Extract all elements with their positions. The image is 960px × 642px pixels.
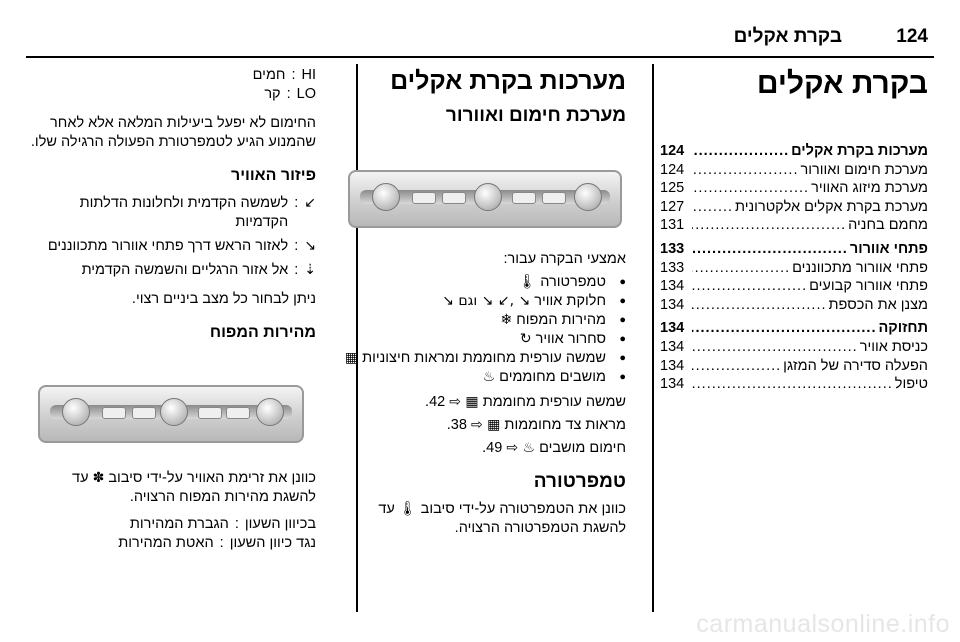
air-distribution-icon: ↘ [304,238,316,254]
air-distribution-row [26,237,316,256]
air-distribution-row-colon: : [294,238,299,254]
toc-entry-page: 131 [660,217,685,234]
hi-lo-row-value: קר [264,86,281,102]
heat-note: החימום לא יפעל ביעילות המלאה אלא לאחר שהמנוע הגיע לטמפרטורת הפעולה הרגילה שלו. [30,115,316,150]
toc-entry [660,161,928,180]
toc-leader [692,142,789,161]
hi-lo-row-key: HI [301,67,316,83]
control-bullet [344,349,626,368]
running-title: בקרת אקלים [733,26,842,47]
toc-list [660,142,928,394]
cross-reference [344,439,626,458]
temperature-title: טמפרטורה [533,471,626,492]
toc-entry-page: 124 [660,161,685,178]
temperature-text: כוונן את הטמפרטורה על-ידי סיבוב 🌡 עד להשגת הטמפרטורה הרצויה. [378,501,626,536]
toc-entry-page: 125 [660,180,685,197]
subsection-title: מערכת חימום ואוורור [445,105,626,126]
control-panel-image [348,170,622,228]
controls-intro: אמצעי הבקרה עבור: [503,251,626,267]
toc-leader [692,357,781,376]
operation-column [26,66,316,553]
air-distribution-row [26,261,316,280]
air-distribution-icon: ↙ [304,195,316,211]
cross-reference-icon: ▦ ⇨ [449,394,479,410]
toc-entry-page: 133 [660,259,685,276]
toc-entry-title: תחזוקה [878,320,928,337]
toc-entry-page: 134 [660,320,685,337]
toc-entry [660,277,928,296]
toc-entry-title: פתחי אוורור מתכווננים [792,259,928,276]
cross-reference-page: 49. [482,440,503,456]
control-bullet-text: שמשה עורפית מחוממת ומראות חיצוניות [362,350,606,366]
page-number: 124 [896,26,928,47]
hi-lo-row-value: חמים [252,67,286,83]
toc-entry-title: פתחי אוורור קבועים [809,278,928,295]
section-title: מערכות בקרת אקלים [390,67,626,95]
cross-reference-text: שמשה עורפית מחוממת [482,394,626,410]
toc-leader [692,259,790,278]
climate-systems-column [344,66,626,538]
fan-panel-image [38,385,304,443]
control-bullet-text: חלוקת אוויר [534,293,606,309]
toc-leader [692,216,846,235]
page-header [0,0,960,60]
control-icon: ↻ [519,331,532,347]
control-bullet-text: מושבים מחוממים [499,369,606,385]
toc-entry [660,142,928,161]
watermark: carmanualsonline.info [696,610,950,638]
toc-leader [692,338,858,357]
toc-leader [692,161,798,180]
toc-entry-page: 134 [660,376,685,393]
cross-reference-page: 38. [446,417,467,433]
toc-entry-page: 134 [660,278,685,295]
toc-entry [660,216,928,235]
cross-reference-text: חימום מושבים [539,440,626,456]
toc-entry-page: 127 [660,198,685,215]
control-bullet [344,311,626,330]
toc-entry [660,240,928,259]
control-bullet [344,368,626,387]
air-distribution-row-value: אל אזור הרגליים והשמשה הקדמית [81,262,289,278]
toc-entry [660,198,928,217]
toc-entry-title: פתחי אוורור [849,240,928,257]
toc-entry-title: כניסת אוויר [859,338,928,355]
control-bullet [344,292,626,311]
toc-entry [660,296,928,315]
fan-direction-row-colon: : [219,535,224,551]
toc-leader [692,198,733,217]
toc-leader [692,296,827,315]
toc-leader [692,319,876,338]
hi-lo-row-colon: : [291,67,296,83]
cross-reference-icon: ♨ ⇨ [506,440,536,456]
hi-lo-definitions [26,66,316,104]
toc-entry-title: מערכת בקרת אקלים אלקטרונית [735,198,928,215]
control-icon: ▦ [344,350,359,366]
toc-entry-title: מחמם בחניה [848,217,928,234]
cross-reference [344,393,626,412]
toc-entry-page: 134 [660,357,685,374]
cross-references [344,393,626,458]
column-divider-right [652,64,654,612]
fan-direction-row [26,515,316,534]
toc-entry [660,259,928,278]
cross-reference [344,416,626,435]
toc-leader [692,179,809,198]
air-distribution-row [26,194,316,232]
fan-speed-title: מהירות המפוח [209,324,316,341]
hi-lo-row-colon: : [286,86,291,102]
toc-leader [692,277,807,296]
control-bullet-text: מהירות המפוח [516,312,606,328]
header-rule [26,56,934,58]
toc-entry [660,179,928,198]
fan-icon: ✽ [92,470,105,486]
toc-entry-title: מערכת מיזוג האוויר [811,180,928,197]
hi-lo-row [26,66,316,85]
control-bullet [344,273,626,292]
air-distribution-title: פיזור האוויר [230,167,316,184]
control-bullet-text: טמפרטורה [540,274,606,290]
toc-entry-title: מערכות בקרת אקלים [791,143,928,159]
toc-entry [660,338,928,357]
cross-reference-page: 42. [425,394,446,410]
fan-direction-row-colon: : [234,516,239,532]
control-icon: ❄ [500,312,513,328]
air-distribution-note: ניתן לבחור כל מצב ביניים רצוי. [131,291,316,307]
fan-direction-definitions [26,515,316,553]
toc-entry [660,375,928,394]
control-icon: ↘ ,↙ ↘ וגם ↘ [442,293,531,309]
toc-entry [660,319,928,338]
toc-leader [692,375,893,394]
fan-speed-text: כוונן את זרימת האוויר על-ידי סיבוב ✽ עד להשגת מהירות המפוח הרצויה. [72,470,316,505]
chapter-title: בקרת אקלים [756,67,928,100]
cross-reference-icon: ▦ ⇨ [470,417,501,433]
hi-lo-row-key: LO [296,86,316,102]
controls-list [344,273,626,387]
control-bullet-text: סחרור אוויר [535,331,606,347]
toc-entry [660,357,928,376]
control-icon: ♨ [482,369,496,385]
control-bullet [344,330,626,349]
toc-entry-title: מערכת חימום ואוורור [800,161,928,178]
control-icon: 🌡 [518,274,537,290]
air-distribution-list [26,194,316,280]
toc-entry-page: 134 [660,338,685,355]
toc-leader [692,240,848,259]
air-distribution-icon: ⇣ [304,262,316,278]
air-distribution-row-colon: : [294,195,299,211]
toc-entry-title: הפעלה סדירה של המזגן [783,357,928,374]
toc-entry-title: טיפול [894,376,928,393]
air-distribution-row-value: לאזור הראש דרך פתחי אוורור מתכווננים [47,238,289,254]
fan-direction-row [26,534,316,553]
toc-entry-page: 134 [660,296,685,313]
fan-direction-row-key: נגד כיוון השעון [229,535,316,551]
toc-entry-page: 133 [660,240,685,257]
toc-column [660,66,928,394]
toc-entry-page: 124 [660,143,685,159]
thermometer-icon: 🌡 [398,501,417,517]
fan-direction-row-key: בכיוון השעון [244,516,316,532]
toc-entry-title: מצנן את הכספת [828,296,928,313]
fan-direction-row-value: האטת המהירות [118,535,214,551]
fan-direction-row-value: הגברת המהירות [129,516,229,532]
cross-reference-text: מראות צד מחוממות [504,417,626,433]
air-distribution-row-value: לשמשה הקדמית ולחלונות הדלתות הקדמיות [79,195,289,230]
hi-lo-row [26,85,316,104]
air-distribution-row-colon: : [294,262,299,278]
